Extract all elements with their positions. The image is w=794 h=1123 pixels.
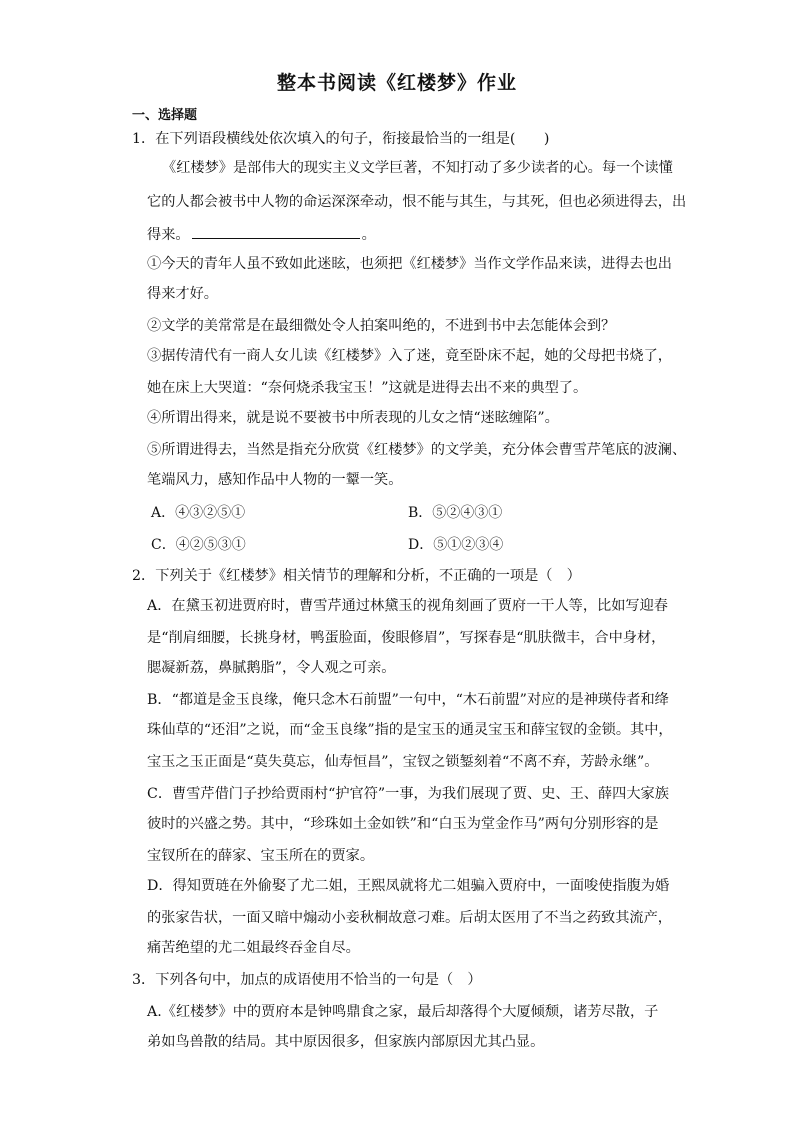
question-2-stem: 2．下列关于《红楼梦》相关情节的理解和分析，不正确的一项是（ ） [132,568,581,584]
question-1-item: ④所谓出得来，就是说不要被书中所表现的儿女之情“迷眩缠陷”。 [147,410,559,426]
question-2-line: 是“削肩细腰，长挑身材，鸭蛋脸面，俊眼修眉”，写探春是“肌肤微丰，合中身材， [147,630,666,646]
question-2-line: 的张家告状，一面又暗中煽动小妾秋桐故意刁难。后胡太医用了不当之药致其流产， [147,910,672,926]
question-1-passage-line: 它的人都会被书中人物的命运深深牵动，恨不能与其生，与其死，但也必须进得去，出 [147,194,687,210]
question-1-item: ②文学的美常常是在最细微处令人拍案叫绝的，不进到书中去怎能体会到？ [147,318,616,334]
question-1-passage-line: 《红楼梦》是部伟大的现实主义文学巨著，不知打动了多少读者的心。每一个读懂 [162,160,673,176]
question-1-passage-line [147,224,376,245]
question-2-line: 珠仙草的“还泪”之说，而“金玉良缘”指的是宝玉的通灵宝玉和薛宝钗的金锁。其中， [147,722,673,738]
question-2-line: B．“都道是金玉良缘，俺只念木石前盟”一句中，“木石前盟”对应的是神瑛侍者和绛 [147,692,669,708]
question-2-line: 腮凝新荔，鼻腻鹅脂”，令人观之可亲。 [147,660,396,676]
question-3-line: A.《红楼梦》中的贾府本是钟鸣鼎食之家，最后却落得个大厦倾颓，诸芳尽散，子 [147,1004,659,1020]
passage-text: 。 [361,227,376,243]
question-1-item: ⑤所谓进得去，当然是指充分欣赏《红楼梦》的文学美，充分体会曹雪芹笔底的波澜、 [147,442,687,458]
question-1-item: 她在床上大哭道：“奈何烧杀我宝玉！”这就是进得去出不来的典型了。 [147,380,588,396]
question-2-line: D．得知贾琏在外偷娶了尤二姐，王熙凤就将尤二姐骗入贾府中，一面唆使指腹为婚 [147,878,670,894]
question-2-line: C．曹雪芹借门子抄给贾雨村“护官符”一事，为我们展现了贾、史、王、薛四大家族 [147,786,669,802]
question-2-line: 彼时的兴盛之势。其中，“珍珠如土金如铁”和“白玉为堂金作马”两句分别形容的是 [147,816,659,832]
question-1-item: ①今天的青年人虽不致如此迷眩，也须把《红楼梦》当作文学作品来读，进得去也出 [147,256,672,272]
question-2-line: A．在黛玉初进贾府时，曹雪芹通过林黛玉的视角刻画了贾府一干人等，比如写迎春 [147,598,668,614]
option-a: A．④③②⑤① [151,505,246,521]
question-1-item: 得来才好。 [147,286,218,302]
question-1-item: ③据传清代有一商人女儿读《红楼梦》入了迷，竟至卧床不起，她的父母把书烧了， [147,348,672,364]
passage-text: 得来。 [147,227,190,243]
section-heading: 一、选择题 [132,108,198,123]
question-3-line: 弟如鸟兽散的结局。其中原因很多，但家族内部原因尤其凸显。 [147,1034,545,1050]
option-d: D．⑤①②③④ [408,537,504,553]
question-3-stem: 3．下列各句中，加点的成语使用不恰当的一句是（ ） [132,972,482,988]
question-1-stem: 1．在下列语段横线处依次填入的句子，衔接最恰当的一组是( ) [132,131,550,147]
page-title: 整本书阅读《红楼梦》作业 [276,72,517,94]
question-2-line: 宝钗所在的薛家、宝玉所在的贾家。 [147,848,375,864]
question-1-item: 笔端风力，感知作品中人物的一颦一笑。 [147,472,403,488]
option-b: B．⑤②④③① [408,505,503,521]
option-c: C．④②⑤③① [151,537,246,553]
question-2-line: 宝玉之玉正面是“莫失莫忘，仙寿恒昌”，宝钗之锁錾刻着“不离不弃，芳龄永继”。 [147,754,659,770]
fill-blank [192,224,360,239]
question-2-line: 痛苦绝望的尤二姐最终吞金自尽。 [147,940,360,956]
